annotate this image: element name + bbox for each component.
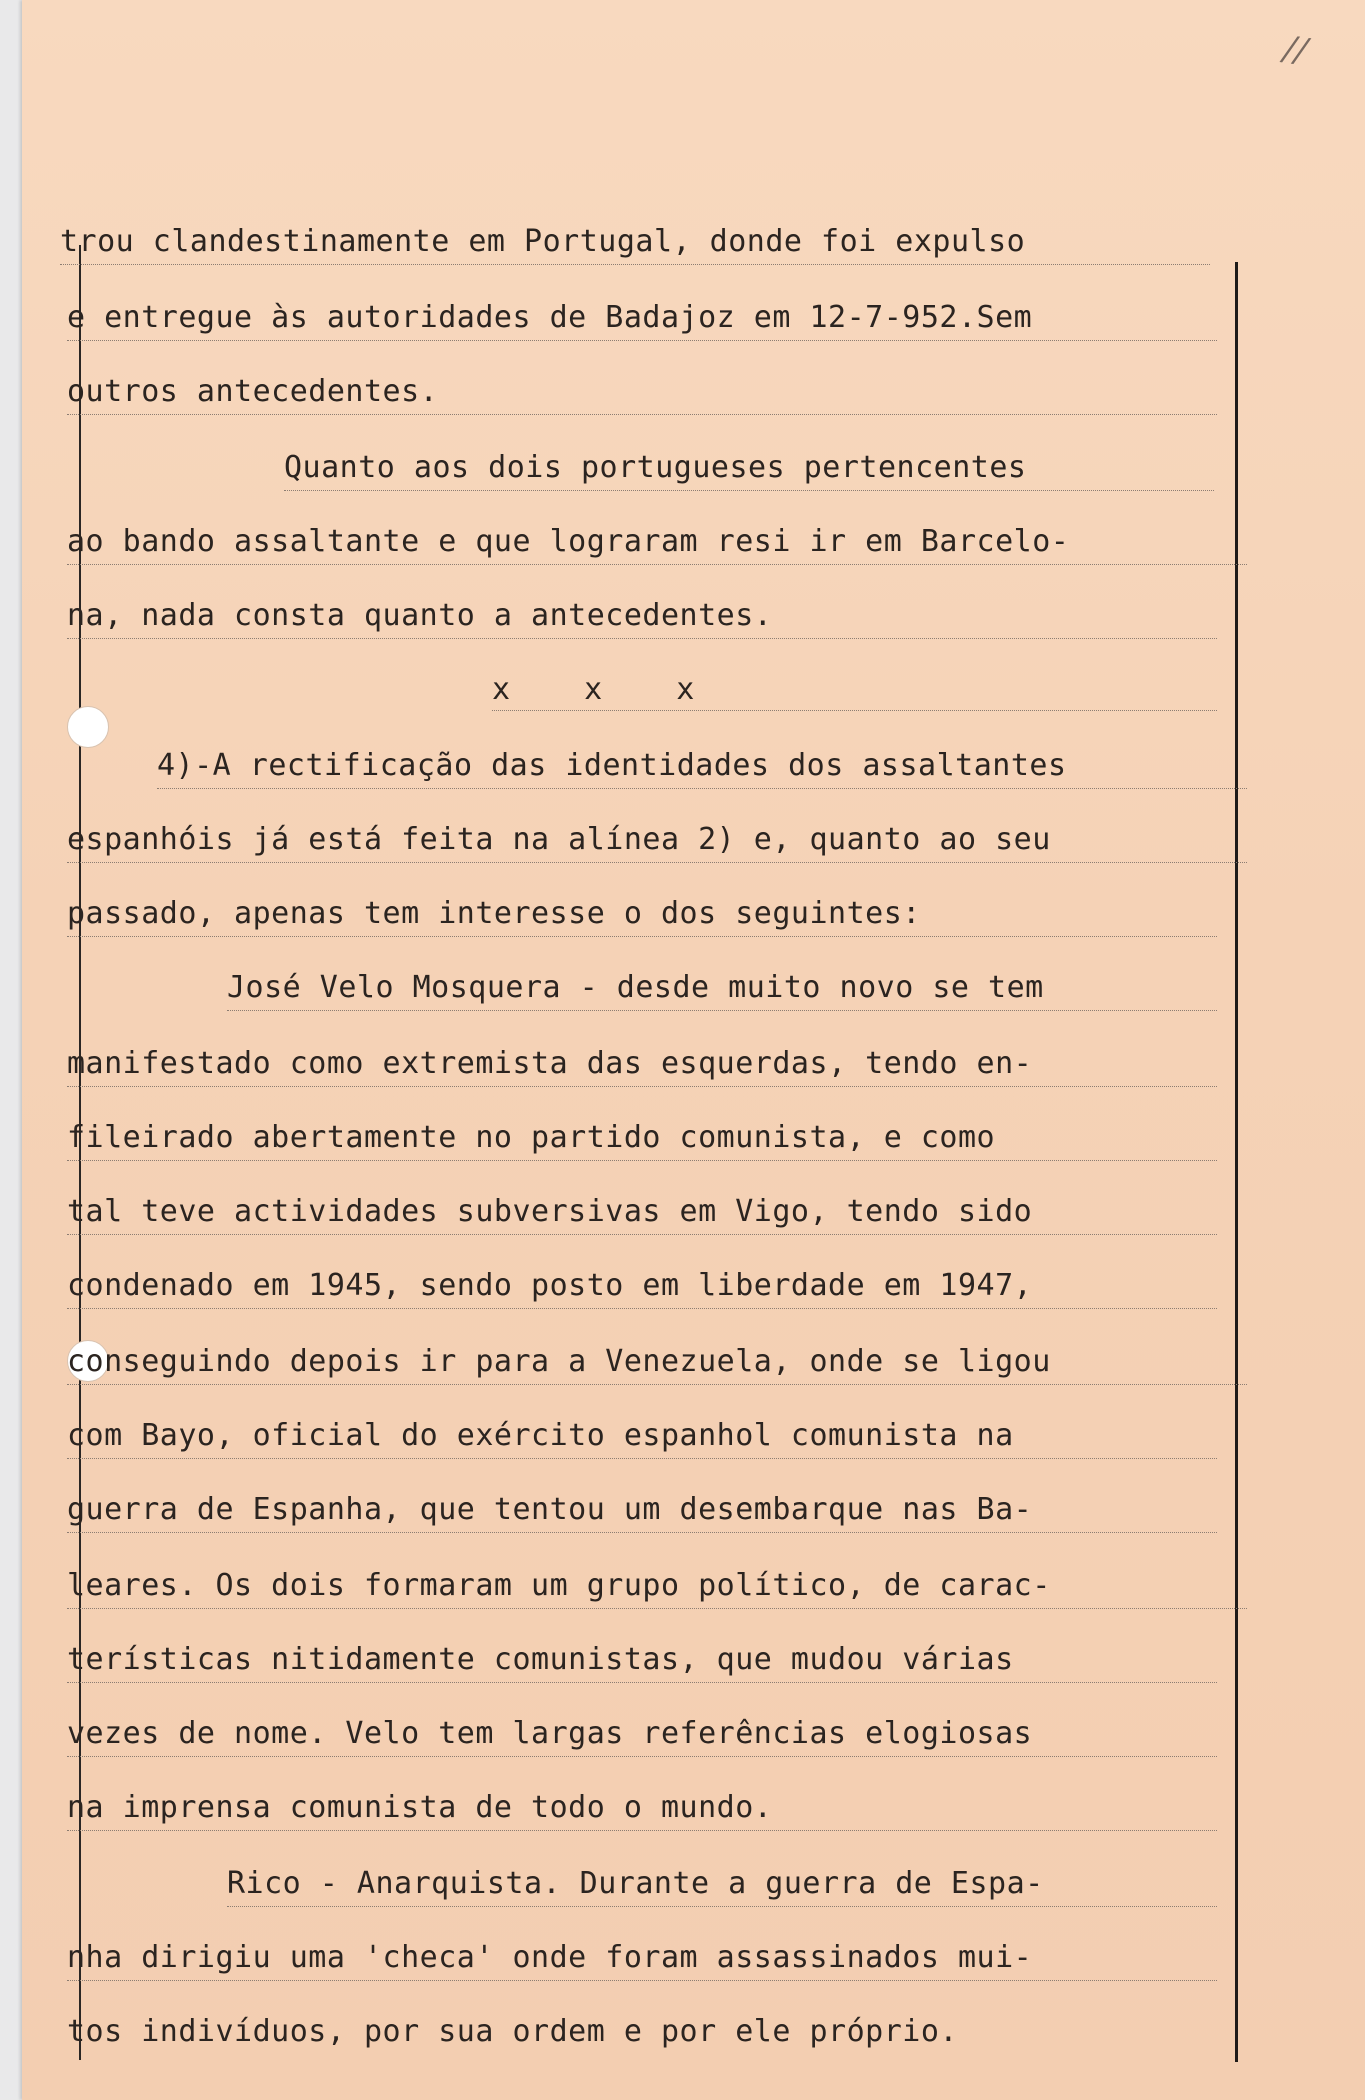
text-line-12: manifestado como extremista das esquerdas, tendo en- [67,1044,1217,1087]
section-separator: x x x [492,670,1217,711]
text-line-5: ao bando assaltante e que lograram resi ir em Barcelo- [67,522,1247,565]
text-line-21: vezes de nome. Velo tem largas referências elogiosas [67,1714,1217,1757]
text-line-20: terísticas nitidamente comunistas, que mudou várias [67,1640,1217,1683]
punch-hole-top [67,706,109,748]
document-page [22,0,1365,2100]
text-line-11: José Velo Mosquera - desde muito novo se tem [227,968,1217,1011]
text-line-24: nha dirigiu uma 'checa' onde foram assassinados mui- [67,1938,1217,1981]
margin-mark: // [1281,28,1310,72]
text-line-3: outros antecedentes. [67,372,1217,415]
text-line-16: conseguindo depois ir para a Venezuela, onde se ligou [67,1342,1247,1385]
text-line-25: tos indivíduos, por sua ordem e por ele próprio. [67,2014,958,2049]
text-line-22: na imprensa comunista de todo o mundo. [67,1788,1217,1831]
text-line-23: Rico - Anarquista. Durante a guerra de Espa- [227,1864,1217,1907]
text-line-8: 4)-A rectificação das identidades dos assaltantes [157,746,1247,789]
text-line-14: tal teve actividades subversivas em Vigo, tendo sido [67,1192,1217,1235]
text-line-19: leares. Os dois formaram um grupo político, de carac- [67,1566,1247,1609]
text-line-6: na, nada consta quanto a antecedentes. [67,596,1217,639]
text-line-17: com Bayo, oficial do exército espanhol comunista na [67,1416,1217,1459]
text-line-4: Quanto aos dois portugueses pertencentes [284,448,1214,491]
text-line-1: trou clandestinamente em Portugal, donde foi expulso [60,222,1210,265]
text-line-18: guerra de Espanha, que tentou um desembarque nas Ba- [67,1490,1217,1533]
text-line-13: fileirado abertamente no partido comunista, e como [67,1118,1217,1161]
text-line-9: espanhóis já está feita na alínea 2) e, quanto ao seu [67,820,1247,863]
text-line-10: passado, apenas tem interesse o dos seguintes: [67,894,1217,937]
text-line-15: condenado em 1945, sendo posto em liberdade em 1947, [67,1266,1217,1309]
text-line-2: e entregue às autoridades de Badajoz em 12-7-952.Sem [67,298,1217,341]
